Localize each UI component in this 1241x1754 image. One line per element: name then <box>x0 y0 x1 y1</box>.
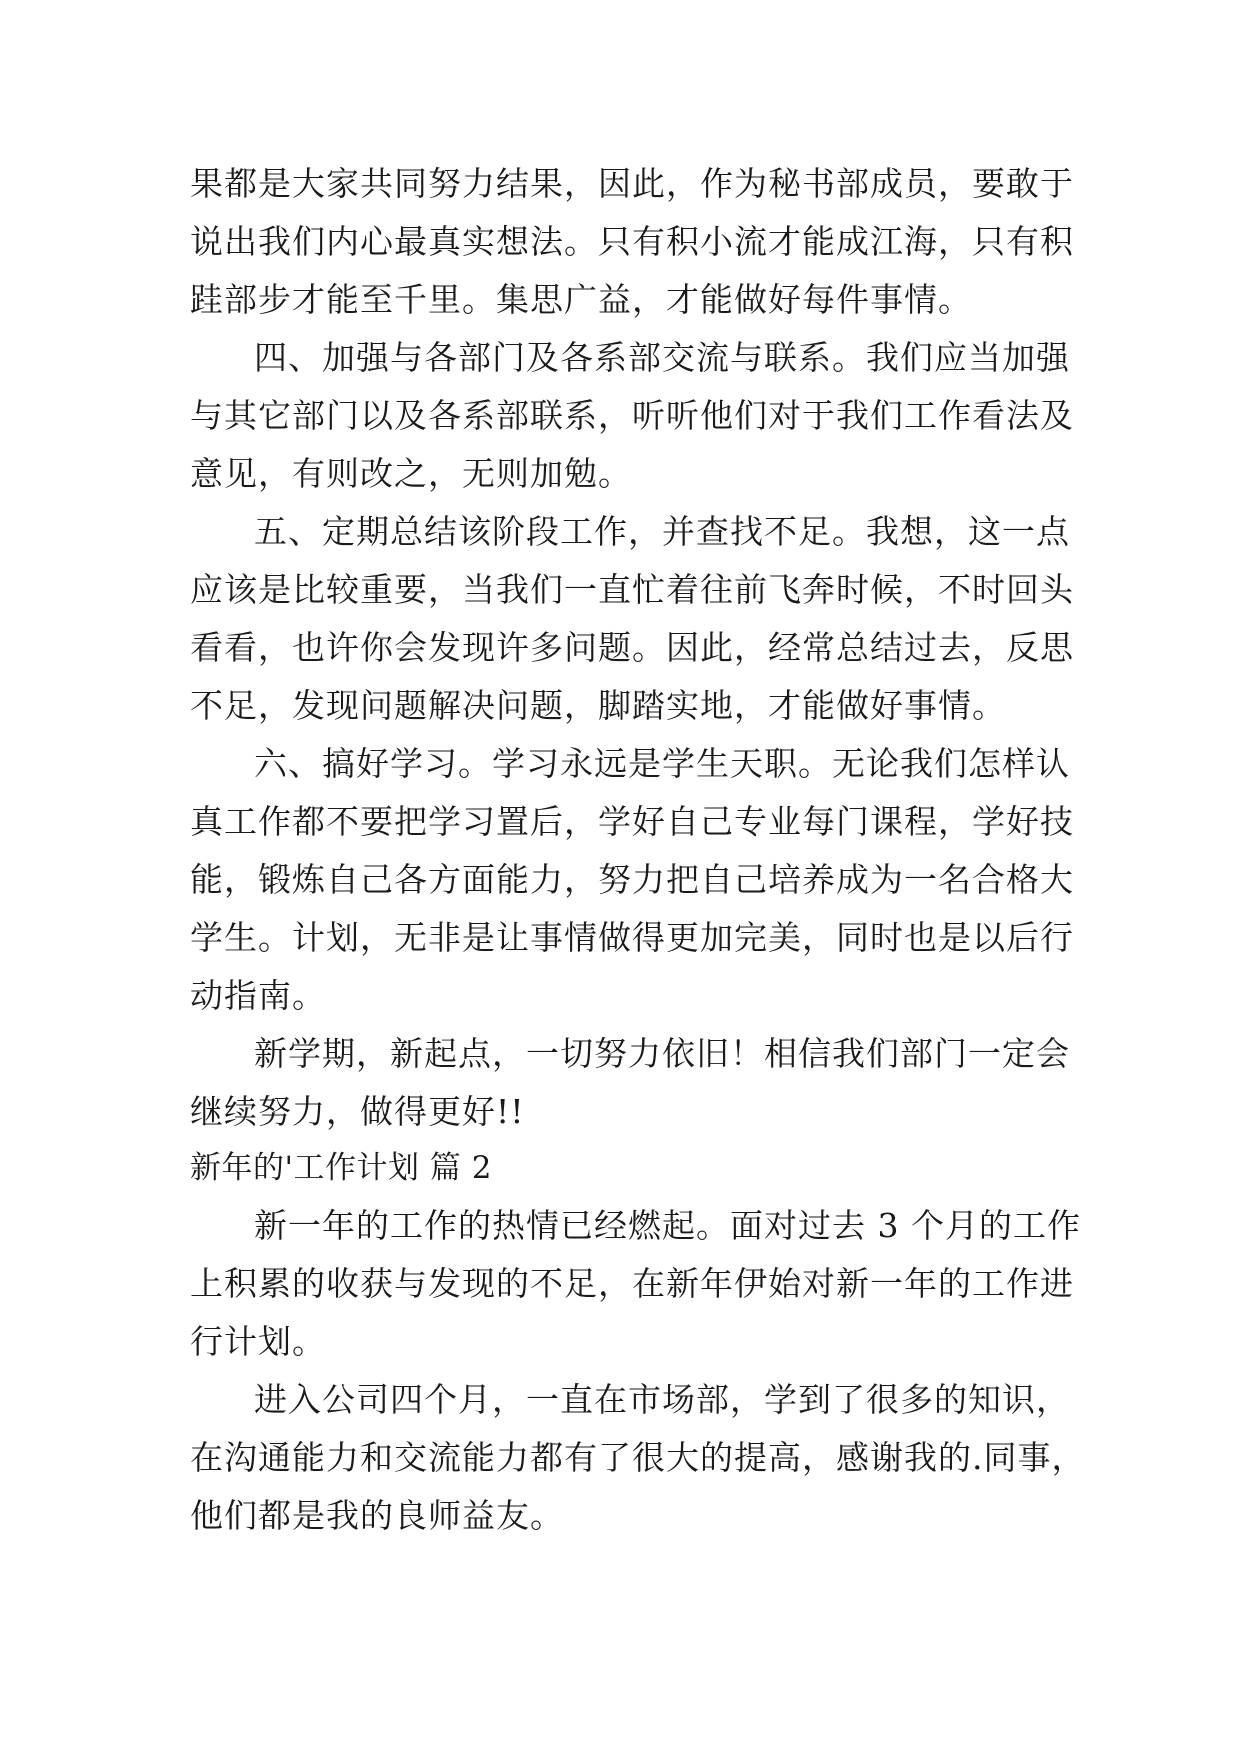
text-line: 能，锻炼自己各方面能力，努力把自己培养成为一名合格大 <box>190 860 1074 899</box>
paragraph-first-line: 五、定期总结该阶段工作，并查找不足。我想，这一点 <box>254 512 1070 551</box>
text-line: 与其它部门以及各系部联系，听听他们对于我们工作看法及 <box>190 396 1074 435</box>
text-line: 说出我们内心最真实想法。只有积小流才能成江海，只有积 <box>190 222 1074 261</box>
paragraph-first-line: 进入公司四个月，一直在市场部，学到了很多的知识， <box>254 1380 1070 1419</box>
text-line: 上积累的收获与发现的不足，在新年伊始对新一年的工作进 <box>190 1264 1074 1303</box>
text-line: 在沟通能力和交流能力都有了很大的提高，感谢我的.同事， <box>190 1438 1086 1477</box>
section-heading: 新年的'工作计划 篇 2 <box>190 1150 492 1186</box>
text-line: 应该是比较重要，当我们一直忙着往前飞奔时候，不时回头 <box>190 570 1074 609</box>
text-line: 他们都是我的良师益友。 <box>190 1496 564 1535</box>
text-line: 行计划。 <box>190 1322 326 1361</box>
text-line: 真工作都不要把学习置后，学好自己专业每门课程，学好技 <box>190 802 1074 841</box>
paragraph-first-line: 新一年的工作的热情已经燃起。面对过去 3 个月的工作 <box>254 1206 1081 1245</box>
text-line: 意见，有则改之，无则加勉。 <box>190 454 632 493</box>
paragraph-first-line: 四、加强与各部门及各系部交流与联系。我们应当加强 <box>254 338 1070 377</box>
paragraph-first-line: 六、搞好学习。学习永远是学生天职。无论我们怎样认 <box>254 744 1070 783</box>
text-line: 看看，也许你会发现许多问题。因此，经常总结过去，反思 <box>190 628 1074 667</box>
text-line: 果都是大家共同努力结果，因此，作为秘书部成员，要敢于 <box>190 164 1074 203</box>
text-line: 动指南。 <box>190 976 326 1015</box>
text-line: 继续努力，做得更好!! <box>190 1092 525 1131</box>
paragraph-first-line: 新学期，新起点，一切努力依旧！相信我们部门一定会 <box>254 1034 1070 1073</box>
text-line: 学生。计划，无非是让事情做得更加完美，同时也是以后行 <box>190 918 1074 957</box>
text-line: 不足，发现问题解决问题，脚踏实地，才能做好事情。 <box>190 686 1006 725</box>
text-line: 跬部步才能至千里。集思广益，才能做好每件事情。 <box>190 280 972 319</box>
